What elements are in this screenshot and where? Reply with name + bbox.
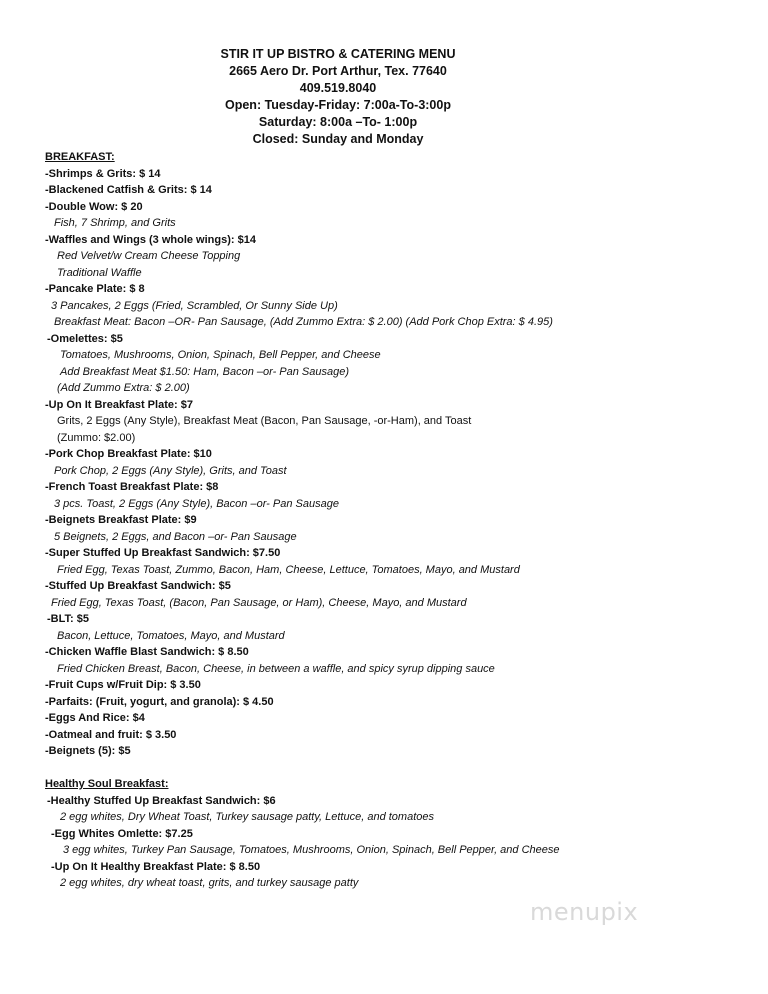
item-description: (Zummo: $2.00) bbox=[57, 431, 136, 444]
menu-item: -Pancake Plate: $ 8 bbox=[45, 283, 145, 295]
menu-body bbox=[45, 149, 745, 892]
menu-item: -Egg Whites Omlette: $7.25 bbox=[51, 827, 193, 840]
closed-days: Closed: Sunday and Monday bbox=[252, 132, 424, 146]
menu-item: -Stuffed Up Breakfast Sandwich: $5 bbox=[45, 580, 231, 592]
item-description: (Add Zummo Extra: $ 2.00) bbox=[57, 382, 190, 394]
restaurant-phone: 409.519.8040 bbox=[299, 81, 377, 95]
hours-weekday: Open: Tuesday-Friday: 7:00a-To-3:00p bbox=[225, 98, 451, 112]
menu-item: -Oatmeal and fruit: $ 3.50 bbox=[45, 728, 177, 741]
menu-item: -Beignets Breakfast Plate: $9 bbox=[45, 514, 197, 526]
hours-saturday: Saturday: 8:00a –To- 1:00p bbox=[258, 115, 418, 129]
watermark-logo: menupix bbox=[530, 898, 639, 926]
item-description: Grits, 2 Eggs (Any Style), Breakfast Meat (Bacon, Pan Sausage, -or-Ham), and Toast bbox=[57, 415, 472, 427]
section-heading-healthy: Healthy Soul Breakfast: bbox=[45, 778, 169, 790]
restaurant-address: 2665 Aero Dr. Port Arthur, Tex. 77640 bbox=[229, 64, 447, 78]
menu-item: -Up On It Breakfast Plate: $7 bbox=[45, 398, 193, 411]
item-description: Pork Chop, 2 Eggs (Any Style), Grits, and Toast bbox=[54, 464, 287, 477]
item-description: 2 egg whites, Dry Wheat Toast, Turkey sausage patty, Lettuce, and tomatoes bbox=[60, 811, 434, 823]
item-description: Traditional Waffle bbox=[57, 266, 142, 279]
menu-item: -Pork Chop Breakfast Plate: $10 bbox=[45, 448, 212, 460]
menu-item: -Super Stuffed Up Breakfast Sandwich: $7.50 bbox=[45, 547, 281, 559]
item-description: Tomatoes, Mushrooms, Onion, Spinach, Bell Pepper, and Cheese bbox=[60, 349, 381, 361]
menu-item: -Beignets (5): $5 bbox=[45, 745, 131, 757]
menu-header bbox=[0, 46, 676, 148]
menu-item: -Blackened Catfish & Grits: $ 14 bbox=[45, 184, 212, 196]
item-description: 3 pcs. Toast, 2 Eggs (Any Style), Bacon –or- Pan Sausage bbox=[54, 497, 339, 510]
item-description: 3 Pancakes, 2 Eggs (Fried, Scrambled, Or Sunny Side Up) bbox=[51, 299, 338, 312]
item-description: Breakfast Meat: Bacon –OR- Pan Sausage, (Add Zummo Extra: $ 2.00) (Add Pork Chop Extra: $ 4.95) bbox=[54, 316, 553, 328]
item-description: Fried Egg, Texas Toast, Zummo, Bacon, Ham, Cheese, Lettuce, Tomatoes, Mayo, and Mustard bbox=[57, 563, 520, 576]
menu-item: -Shrimps & Grits: $ 14 bbox=[45, 167, 161, 180]
section-spacer bbox=[45, 760, 745, 777]
item-description: Fish, 7 Shrimp, and Grits bbox=[54, 217, 176, 229]
menu-item: -Omelettes: $5 bbox=[47, 332, 123, 345]
menu-item: -Healthy Stuffed Up Breakfast Sandwich: $6 bbox=[47, 794, 276, 807]
menu-item: -Waffles and Wings (3 whole wings): $14 bbox=[45, 233, 256, 246]
item-description: Add Breakfast Meat $1.50: Ham, Bacon –or- Pan Sausage) bbox=[60, 365, 350, 378]
menu-item: -Double Wow: $ 20 bbox=[45, 200, 143, 213]
item-description: 3 egg whites, Turkey Pan Sausage, Tomatoes, Mushrooms, Onion, Spinach, Bell Pepper, and Cheese bbox=[63, 844, 560, 856]
menu-item: -Up On It Healthy Breakfast Plate: $ 8.50 bbox=[51, 860, 261, 873]
item-description: 5 Beignets, 2 Eggs, and Bacon –or- Pan Sausage bbox=[54, 530, 297, 543]
item-description: 2 egg whites, dry wheat toast, grits, and turkey sausage patty bbox=[60, 877, 359, 889]
menu-item: -Chicken Waffle Blast Sandwich: $ 8.50 bbox=[45, 646, 249, 658]
menu-item: -Fruit Cups w/Fruit Dip: $ 3.50 bbox=[45, 679, 201, 691]
item-description: Bacon, Lettuce, Tomatoes, Mayo, and Mustard bbox=[57, 629, 285, 642]
section-heading-breakfast: BREAKFAST: bbox=[45, 151, 115, 163]
item-description: Red Velvet/w Cream Cheese Topping bbox=[57, 250, 241, 262]
menu-item: -French Toast Breakfast Plate: $8 bbox=[45, 481, 219, 493]
item-description: Fried Egg, Texas Toast, (Bacon, Pan Sausage, or Ham), Cheese, Mayo, and Mustard bbox=[51, 596, 467, 609]
menu-item: -Eggs And Rice: $4 bbox=[45, 712, 145, 724]
restaurant-title: STIR IT UP BISTRO & CATERING MENU bbox=[220, 47, 456, 61]
menu-item: -BLT: $5 bbox=[47, 613, 89, 625]
item-description: Fried Chicken Breast, Bacon, Cheese, in between a waffle, and spicy syrup dipping sauce bbox=[57, 662, 495, 675]
menu-item: -Parfaits: (Fruit, yogurt, and granola): $ 4.50 bbox=[45, 695, 274, 708]
